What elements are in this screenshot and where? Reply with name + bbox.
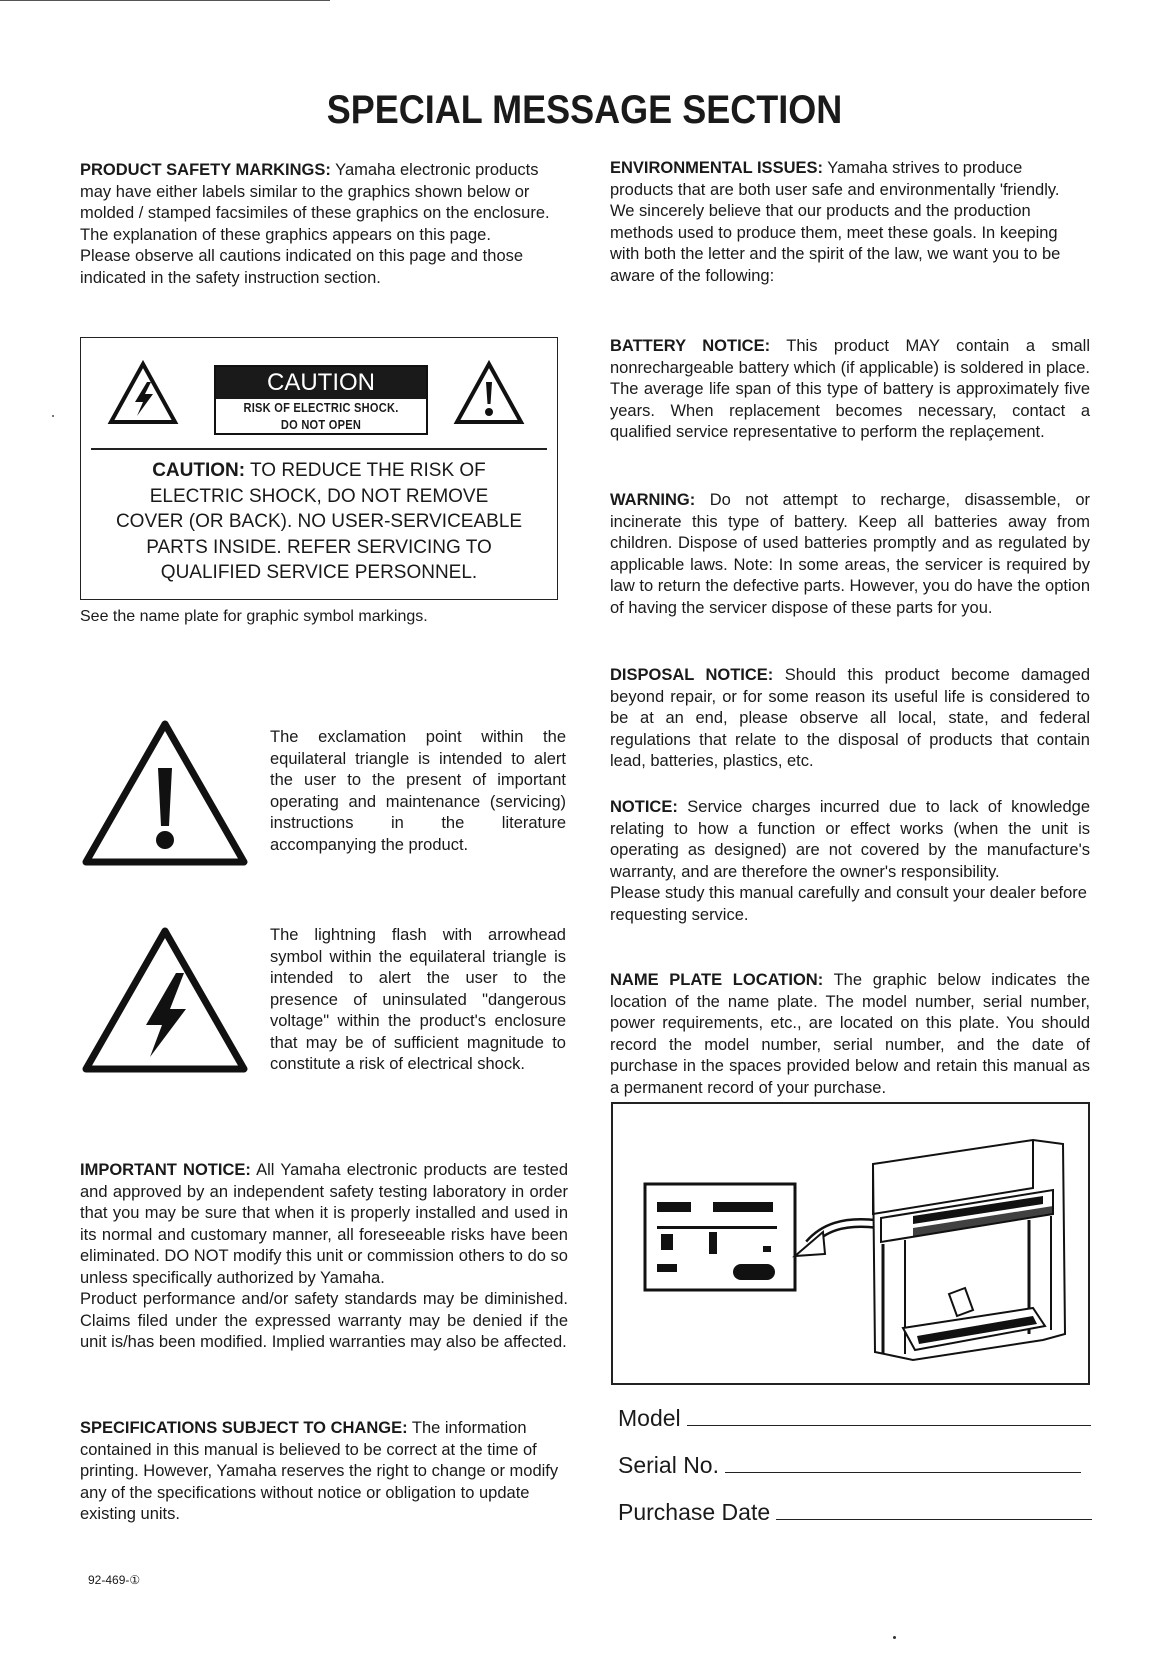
notice-label: NOTICE: xyxy=(610,798,678,816)
lightning-warning-icon xyxy=(107,360,179,426)
caution-line: COVER (OR BACK). NO USER-SERVICEABLE xyxy=(115,511,523,532)
battery-label: BATTERY NOTICE: xyxy=(610,337,771,355)
name-plate-illustration xyxy=(611,1102,1090,1385)
disposal-text: Should this product become damaged beyond repair, or for some reason its useful life is considered to be at an end, please observe all local, state, and federal regulations that relate to the disposal of products that contain lead, batteries, plastics, etc. xyxy=(610,666,1090,770)
caution-line: QUALIFIED SERVICE PERSONNEL. xyxy=(160,562,478,583)
specifications-text: The information contained in this manual is believed to be correct at the time of printing. However, Yamaha reserves the right to change or modify any of the specifications without notice or obligation to update existing units. xyxy=(80,1419,559,1523)
battery-text: This product MAY contain a small nonrechargeable battery which (if applicable) is soldered in place. The average life span of this type of battery is approximately five years. When replacement becomes necessary, contact a qualified service representative to perform the replaçement. xyxy=(610,337,1090,441)
environmental-section xyxy=(610,158,1090,287)
specifications-label: SPECIFICATIONS SUBJECT TO CHANGE: xyxy=(80,1419,408,1437)
name-plate-note: See the name plate for graphic symbol markings. xyxy=(80,608,428,625)
important-notice-text-2: Product performance and/or safety standards may be diminished. Claims filed under the expressed warranty may be denied if the unit is/has been modified. Implied warranties may also be affected. xyxy=(80,1290,568,1351)
caution-statement-label: CAUTION: xyxy=(152,460,246,481)
purchase-date-field[interactable] xyxy=(776,1518,1092,1520)
top-rule xyxy=(0,0,330,1)
purchase-date-label: Purchase Date xyxy=(618,1499,771,1525)
caution-box xyxy=(80,337,558,600)
model-row xyxy=(618,1405,1091,1432)
product-safety-label: PRODUCT SAFETY MARKINGS: xyxy=(80,161,331,179)
serial-field[interactable] xyxy=(725,1471,1081,1473)
notice-text-2: Please study this manual carefully and consult your dealer before requesting service. xyxy=(610,884,1087,924)
exclamation-warning-icon xyxy=(453,360,525,426)
important-notice-text: All Yamaha electronic products are tested and approved by an independent safety testing laboratory in order that you may be sure that when it is properly installed and used in its normal and customary manner, all foreseeable risks have been eliminated. DO NOT modify this unit or commission others to do so unless specifically authorized by Yamaha. xyxy=(80,1161,568,1287)
caution-line: TO REDUCE THE RISK OF xyxy=(245,460,486,481)
serial-row xyxy=(618,1452,1081,1479)
product-safety-section xyxy=(80,160,560,289)
name-plate-section xyxy=(610,970,1090,1099)
environmental-text-2: We sincerely believe that our products and the production methods used to produce them, meet these goals. In keeping with both the letter and the spirit of the law, we want you to be aware of the following: xyxy=(610,202,1061,285)
caution-label-line1: RISK OF ELECTRIC SHOCK. xyxy=(243,400,399,415)
exclamation-description: The exclamation point within the equilateral triangle is intended to alert the user to the present of important operating and maintenance (servicing) instructions in the literature accompanying the product. xyxy=(270,728,566,854)
warning-text: Do not attempt to recharge, disassemble, or incinerate this type of battery. Keep all batteries away from children. Dispose of used batteries promptly and as regulated by applicable laws. Note: In some areas, the servicer is required by law to return the defective parts. However, you do have the option of having the servicer dispose of these parts for you. xyxy=(610,491,1090,617)
battery-section xyxy=(610,336,1090,444)
caution-line: PARTS INSIDE. REFER SERVICING TO xyxy=(146,536,492,558)
caution-label xyxy=(214,365,428,435)
caution-label-line2: DO NOT OPEN xyxy=(280,417,362,432)
important-notice-section xyxy=(80,1160,568,1354)
organ-illustration xyxy=(613,1104,1088,1383)
page-title: SPECIAL MESSAGE SECTION xyxy=(326,88,843,132)
notice-text: Service charges incurred due to lack of knowledge relating to how a function or effect works (when the unit is operating as designed) are not covered by the manufacture's warranty, and are therefore the owner's responsibility. xyxy=(610,798,1090,881)
document-code: 92-469-① xyxy=(88,1573,141,1587)
serial-label: Serial No. xyxy=(618,1452,719,1478)
notice-section xyxy=(610,797,1090,926)
warning-section xyxy=(610,490,1090,619)
disposal-label: DISPOSAL NOTICE: xyxy=(610,666,774,684)
important-notice-label: IMPORTANT NOTICE: xyxy=(80,1161,251,1179)
name-plate-text: The graphic below indicates the location of the name plate. The model number, serial number, power requirements, etc., are located on this plate. You should record the model number, serial number, and the date of purchase in the spaces provided below and retain this manual as a permanent record of your purchase. xyxy=(610,971,1090,1097)
lightning-triangle-icon xyxy=(80,925,250,1075)
warning-label: WARNING: xyxy=(610,491,696,509)
caution-line: ELECTRIC SHOCK, DO NOT REMOVE xyxy=(149,485,489,507)
model-field[interactable] xyxy=(687,1424,1091,1426)
exclamation-triangle-icon xyxy=(80,718,250,868)
environmental-label: ENVIRONMENTAL ISSUES: xyxy=(610,159,823,177)
speck xyxy=(52,415,54,417)
environmental-text: Yamaha strives to produce products that are both user safe and environmentally 'friendly. xyxy=(610,159,1060,199)
model-label: Model xyxy=(618,1405,681,1431)
product-safety-text: Yamaha electronic products may have either labels similar to the graphics shown below or molded / stamped facsimiles of these graphics on the enclosure. The explanation of these graphics appears on this page. xyxy=(80,161,550,244)
speck xyxy=(893,1636,896,1639)
caution-label-title: CAUTION xyxy=(216,367,426,399)
caution-divider xyxy=(91,448,547,450)
product-safety-text-2: Please observe all cautions indicated on this page and those indicated in the safety instruction section. xyxy=(80,247,524,287)
purchase-date-row xyxy=(618,1499,1092,1526)
caution-statement xyxy=(81,458,557,586)
lightning-description: The lightning flash with arrowhead symbol within the equilateral triangle is intended to alert the user to the presence of uninsulated "dangerous voltage" within the product's enclosure that may be of sufficient magnitude to constitute a risk of electrical shock. xyxy=(270,926,566,1073)
name-plate-label: NAME PLATE LOCATION: xyxy=(610,971,824,989)
specifications-section xyxy=(80,1418,568,1526)
disposal-section xyxy=(610,665,1090,773)
